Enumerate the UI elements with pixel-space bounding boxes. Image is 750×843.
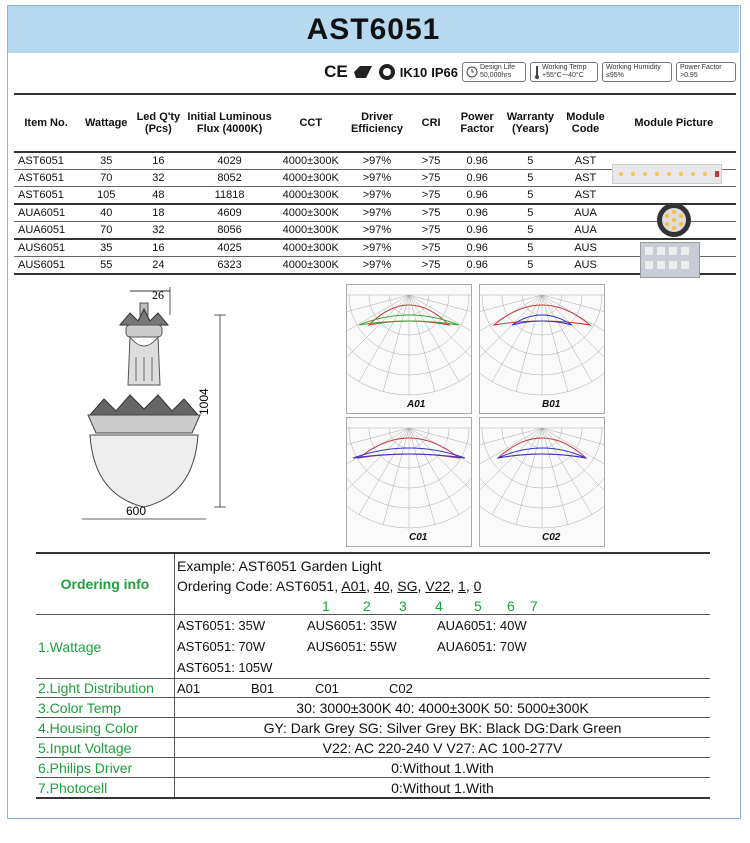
spec-cell: 4000±300K [277, 204, 345, 222]
code-number: 1 [322, 598, 330, 614]
spec-cell: AUS6051 [14, 239, 78, 257]
polar-label-c02: C02 [542, 532, 561, 543]
wattage-label: 1.Wattage [36, 615, 175, 679]
spec-cell: 32 [134, 222, 182, 240]
distribution-option: C02 [389, 680, 413, 696]
wattage-option: AST6051: 35W [177, 618, 266, 633]
code-part-photocell: 0 [473, 578, 482, 594]
spec-cell: AUS6051 [14, 257, 78, 275]
spec-cell: 0.96 [453, 152, 501, 170]
spec-cell: >97% [345, 222, 409, 240]
spec-cell: 5 [501, 204, 559, 222]
spec-cell: 6323 [182, 257, 276, 275]
col-warranty: Warranty (Years) [501, 94, 559, 152]
polar-grid-spoke [542, 295, 592, 382]
spec-cell: 35 [78, 152, 134, 170]
ordering-code-numbers [177, 596, 708, 612]
spec-cell: AUA6051 [14, 204, 78, 222]
spec-cell: 5 [501, 222, 559, 240]
photocell-row [36, 778, 710, 799]
spec-cell: 8056 [182, 222, 276, 240]
col-item: Item No. [14, 94, 78, 152]
spec-cell: >97% [345, 170, 409, 187]
spec-cell: >75 [409, 170, 453, 187]
housing-color-value: GY: Dark Grey SG: Silver Grey BK: Black DG:Dark Green [175, 718, 711, 738]
spec-cell: 8052 [182, 170, 276, 187]
clock-icon [466, 66, 478, 78]
spec-cell: AST [559, 152, 611, 170]
polar-grid-spoke [359, 295, 409, 382]
spec-row [14, 204, 736, 222]
spec-row [14, 187, 736, 205]
spec-cell: 0.96 [453, 204, 501, 222]
spec-cell: >75 [409, 257, 453, 275]
ik-rating: IK10 [399, 64, 428, 80]
spec-cell: AST6051 [14, 152, 78, 170]
col-flux: Initial Luminous Flux (4000K) [182, 94, 276, 152]
spec-cell: 0.96 [453, 170, 501, 187]
philips-driver-row [36, 758, 710, 778]
spec-cell: 5 [501, 239, 559, 257]
col-module-picture: Module Picture [612, 94, 736, 152]
polar-grid-spoke [542, 428, 592, 515]
polar-diagram-a01 [346, 284, 472, 414]
spec-cell: 5 [501, 257, 559, 275]
spec-cell: AST [559, 187, 611, 205]
spec-cell: >75 [409, 204, 453, 222]
ce-mark: CE [324, 62, 348, 81]
spec-cell: 4000±300K [277, 170, 345, 187]
wattage-option: AST6051: 105W [177, 660, 273, 675]
spec-cell: 5 [501, 187, 559, 205]
photocell-value: 0:Without 1.With [175, 778, 711, 799]
height-dimension-label: 1004 [197, 388, 211, 415]
col-driver-eff: Driver Efficiency [345, 94, 409, 152]
polar-diagram-b01 [479, 284, 605, 414]
wattage-row [36, 615, 710, 679]
distribution-option: A01 [177, 680, 201, 696]
working-temp-text: Working Temp +55°C~-40°C [542, 64, 587, 79]
spec-cell: 70 [78, 170, 134, 187]
spec-row [14, 222, 736, 240]
spec-cell: AUS [559, 257, 611, 275]
ordering-code-prefix: Ordering Code: AST6051, [177, 578, 339, 594]
polar-label-b01: B01 [542, 399, 561, 410]
col-module-code: Module Code [559, 94, 611, 152]
spec-cell: 0.96 [453, 222, 501, 240]
product-title: AST6051 [306, 12, 441, 46]
ip-rating: IP66 [431, 64, 458, 80]
col-cri: CRI [409, 94, 453, 152]
code-number: 6 [507, 598, 515, 614]
code-part-driver: 1 [458, 578, 466, 594]
polar-grid-spoke [492, 295, 542, 382]
spec-cell: 48 [134, 187, 182, 205]
code-number: 3 [399, 598, 407, 614]
spec-cell: 0.96 [453, 187, 501, 205]
humidity-text: Working Humidity ≤95% [606, 64, 661, 79]
col-cct: CCT [277, 94, 345, 152]
polar-grid-spoke [480, 428, 542, 454]
ordering-table [36, 552, 710, 799]
spec-cell: >97% [345, 239, 409, 257]
spec-cell: 4609 [182, 204, 276, 222]
humidity-badge [602, 62, 672, 82]
spec-cell: >75 [409, 239, 453, 257]
code-part-cct: 40 [373, 578, 390, 594]
code-number: 2 [363, 598, 371, 614]
wattage-option: AUS6051: 55W [307, 639, 397, 654]
spec-cell: AUA6051 [14, 222, 78, 240]
col-wattage: Wattage [78, 94, 134, 152]
philips-driver-label: 6.Philips Driver [36, 758, 175, 778]
spec-cell: >97% [345, 204, 409, 222]
wattage-option: AUA6051: 40W [437, 618, 527, 633]
light-distribution-label: 2.Light Distribution [36, 679, 175, 698]
polar-grid-spoke [542, 428, 604, 454]
spec-cell: >75 [409, 187, 453, 205]
ordering-info-label: Ordering info [36, 553, 175, 615]
spec-cell: >97% [345, 257, 409, 275]
polar-grid-spoke [383, 428, 409, 525]
wattage-option: AUS6051: 35W [307, 618, 397, 633]
spec-cell: 32 [134, 170, 182, 187]
spec-cell: AUA [559, 222, 611, 240]
ordering-code: Ordering Code: AST6051, A01, 40, SG, V22, 1, 0 [177, 578, 482, 594]
spec-cell: AST6051 [14, 187, 78, 205]
color-temp-row [36, 698, 710, 718]
polar-grid-spoke [409, 428, 435, 525]
spec-cell: AST6051 [14, 170, 78, 187]
code-part-voltage: V22 [425, 578, 451, 594]
spec-cell: >75 [409, 152, 453, 170]
spec-cell: 0.96 [453, 257, 501, 275]
spec-cell: 4025 [182, 239, 276, 257]
thermometer-icon [534, 65, 540, 79]
spec-cell: >97% [345, 187, 409, 205]
color-temp-label: 3.Color Temp [36, 698, 175, 718]
photocell-label: 7.Photocell [36, 778, 175, 799]
spec-cell: 16 [134, 152, 182, 170]
dimension-drawing [60, 285, 330, 525]
spec-cell: 24 [134, 257, 182, 275]
code-part-distribution: A01 [341, 578, 367, 594]
spec-cell: >75 [409, 222, 453, 240]
spec-cell: AUS [559, 239, 611, 257]
ul-seal-icon [378, 63, 396, 81]
spec-cell: 40 [78, 204, 134, 222]
power-factor-text: Power Factor >0.95 [680, 64, 722, 79]
power-factor-badge [676, 62, 736, 82]
color-temp-value: 30: 3000±300K 40: 4000±300K 50: 5000±300K [175, 698, 711, 718]
polar-diagram-c02 [479, 417, 605, 547]
top-dimension-label: 26 [152, 288, 164, 302]
wattage-option: AST6051: 70W [177, 639, 266, 654]
input-voltage-row [36, 738, 710, 758]
code-number: 7 [530, 598, 538, 614]
title-banner [8, 6, 739, 53]
spec-cell: 35 [78, 239, 134, 257]
polar-diagram-c01 [346, 417, 472, 547]
spec-cell: 55 [78, 257, 134, 275]
spec-cell: 4000±300K [277, 239, 345, 257]
spec-cell: AUA [559, 204, 611, 222]
col-pf: Power Factor [453, 94, 501, 152]
col-led-qty: Led Q'ty (Pcs) [134, 94, 182, 152]
working-temp-badge [530, 62, 598, 82]
polar-grid-spoke [383, 295, 409, 392]
polar-grid-spoke [347, 428, 409, 454]
width-dimension-label: 600 [126, 504, 147, 518]
polar-grid-spoke [359, 428, 409, 515]
spec-cell: 70 [78, 222, 134, 240]
ast-module-picture [612, 164, 722, 184]
distribution-option: B01 [251, 680, 275, 696]
input-voltage-value: V22: AC 220-240 V V27: AC 100-277V [175, 738, 711, 758]
spec-cell: 4000±300K [277, 222, 345, 240]
rohs-icon [352, 64, 374, 80]
spec-cell: 4000±300K [277, 257, 345, 275]
spec-cell: 4029 [182, 152, 276, 170]
housing-color-label: 4.Housing Color [36, 718, 175, 738]
polar-grid-spoke [409, 295, 459, 382]
ordering-example: Example: AST6051 Garden Light [177, 558, 382, 574]
wattage-option: AUA6051: 70W [437, 639, 527, 654]
spec-cell: 105 [78, 187, 134, 205]
spec-cell: >97% [345, 152, 409, 170]
polar-grid-spoke [492, 428, 542, 515]
spec-cell: 18 [134, 204, 182, 222]
spec-cell: AST [559, 170, 611, 187]
spec-row [14, 239, 736, 257]
polar-grid-spoke [409, 428, 471, 454]
spec-cell: 0.96 [453, 239, 501, 257]
code-number: 5 [474, 598, 482, 614]
philips-driver-value: 0:Without 1.With [175, 758, 711, 778]
aua-module-picture [656, 202, 692, 238]
spec-cell: 4000±300K [277, 152, 345, 170]
distribution-option: C01 [315, 680, 339, 696]
spec-cell: 4000±300K [277, 187, 345, 205]
polar-label-a01: A01 [407, 399, 426, 410]
polar-label-c01: C01 [409, 532, 428, 543]
polar-grid-spoke [542, 295, 604, 321]
polar-grid-spoke [409, 295, 435, 392]
spec-cell: 16 [134, 239, 182, 257]
polar-grid-spoke [480, 295, 542, 321]
spec-cell: 5 [501, 170, 559, 187]
spec-row [14, 257, 736, 275]
aus-module-picture [640, 242, 700, 278]
design-life-badge [462, 62, 526, 82]
code-part-color: SG [397, 578, 418, 594]
spec-cell: 5 [501, 152, 559, 170]
input-voltage-label: 5.Input Voltage [36, 738, 175, 758]
ordering-code-row [36, 553, 710, 615]
housing-color-row [36, 718, 710, 738]
light-distribution-row [36, 679, 710, 698]
code-number: 4 [435, 598, 443, 614]
certification-row [324, 62, 736, 82]
spec-cell: 11818 [182, 187, 276, 205]
polar-grid-spoke [409, 428, 459, 515]
design-life-text: Design Life 50,000hrs [480, 64, 516, 79]
spec-header-row [14, 94, 736, 152]
